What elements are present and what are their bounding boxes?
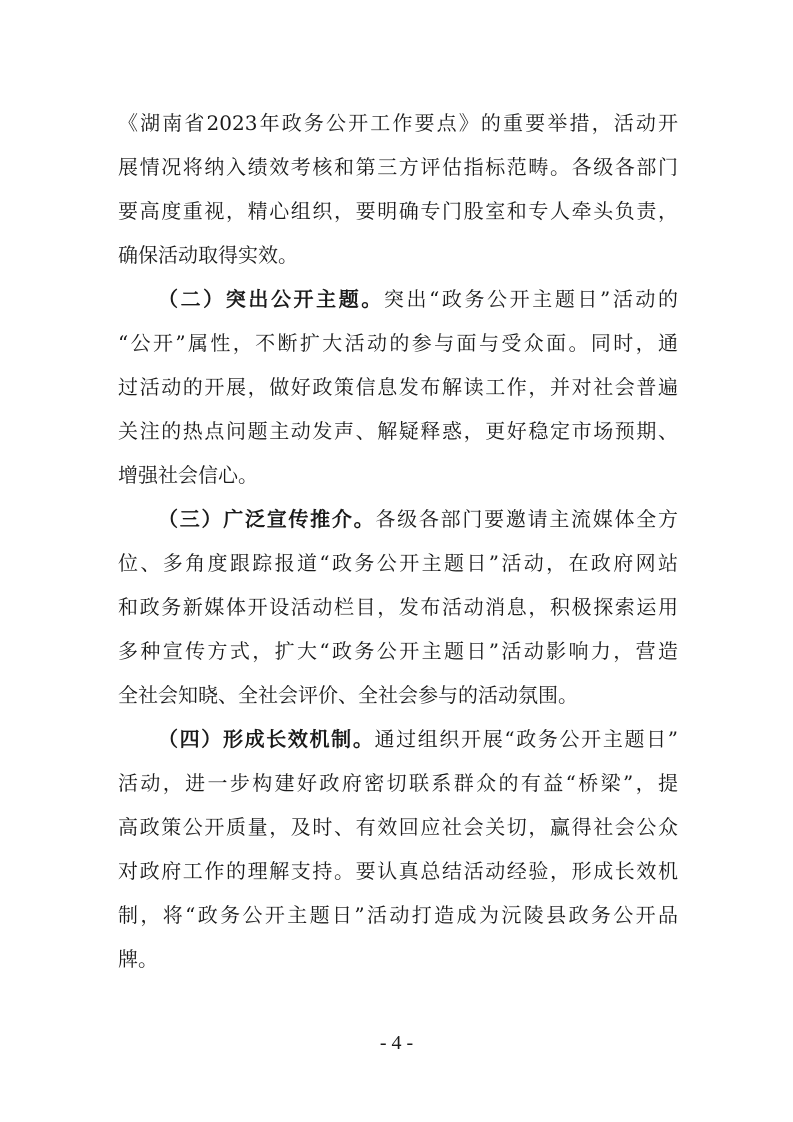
body-text-line: 多种宣传方式，扩大“政务公开主题日”活动影响力，营造 <box>118 639 678 663</box>
body-text-line: 和政务新媒体开设活动栏目，发布活动消息，积极探索运用 <box>118 595 678 619</box>
body-text-line: 关注的热点问题主动发声、解疑释惑，更好稳定市场预期、 <box>118 419 678 443</box>
body-text-line: 对政府工作的理解支持。要认真总结活动经验，形成长效机 <box>118 859 678 883</box>
body-text-line: 全社会知晓、全社会评价、全社会参与的活动氛围。 <box>118 683 578 707</box>
section-heading: （二）突出公开主题。 <box>158 287 384 311</box>
section-heading: （四）形成长效机制。 <box>158 727 375 751</box>
body-text-line: “公开”属性，不断扩大活动的参与面与受众面。同时，通 <box>118 331 678 355</box>
section-heading: （三）广泛宣传推介。 <box>158 507 376 531</box>
body-text-line: 展情况将纳入绩效考核和第三方评估指标范畴。各级各部门 <box>118 155 678 179</box>
body-text-line: 活动，进一步构建好政府密切联系群众的有益“桥梁”，提 <box>118 771 678 795</box>
body-text-line: 高政策公开质量，及时、有效回应社会关切，赢得社会公众 <box>118 815 678 839</box>
body-text-line: 过活动的开展，做好政策信息发布解读工作，并对社会普遍 <box>118 375 678 399</box>
body-text-line: 位、多角度跟踪报道“政务公开主题日”活动，在政府网站 <box>118 551 678 575</box>
page-number: - 4 - <box>379 1032 414 1054</box>
body-text-line: 增强社会信心。 <box>118 463 258 487</box>
body-text-line: 确保活动取得实效。 <box>118 243 298 267</box>
body-text-line: 制，将“政务公开主题日”活动打造成为沅陵县政务公开品 <box>118 903 678 927</box>
body-text: 通过组织开展“政务公开主题日” <box>374 727 679 751</box>
section-heading-line <box>158 499 678 539</box>
body-text-line: 牌。 <box>118 947 158 971</box>
body-text: 突出“政务公开主题日”活动的 <box>383 287 678 311</box>
section-heading-line <box>158 279 678 319</box>
section-heading-line <box>158 719 678 759</box>
body-text-line: 要高度重视，精心组织，要明确专门股室和专人牵头负责， <box>118 199 678 223</box>
body-text-line: 《湖南省2023年政务公开工作要点》的重要举措，活动开 <box>118 111 678 135</box>
body-text: 各级各部门要邀请主流媒体全方 <box>375 507 679 531</box>
